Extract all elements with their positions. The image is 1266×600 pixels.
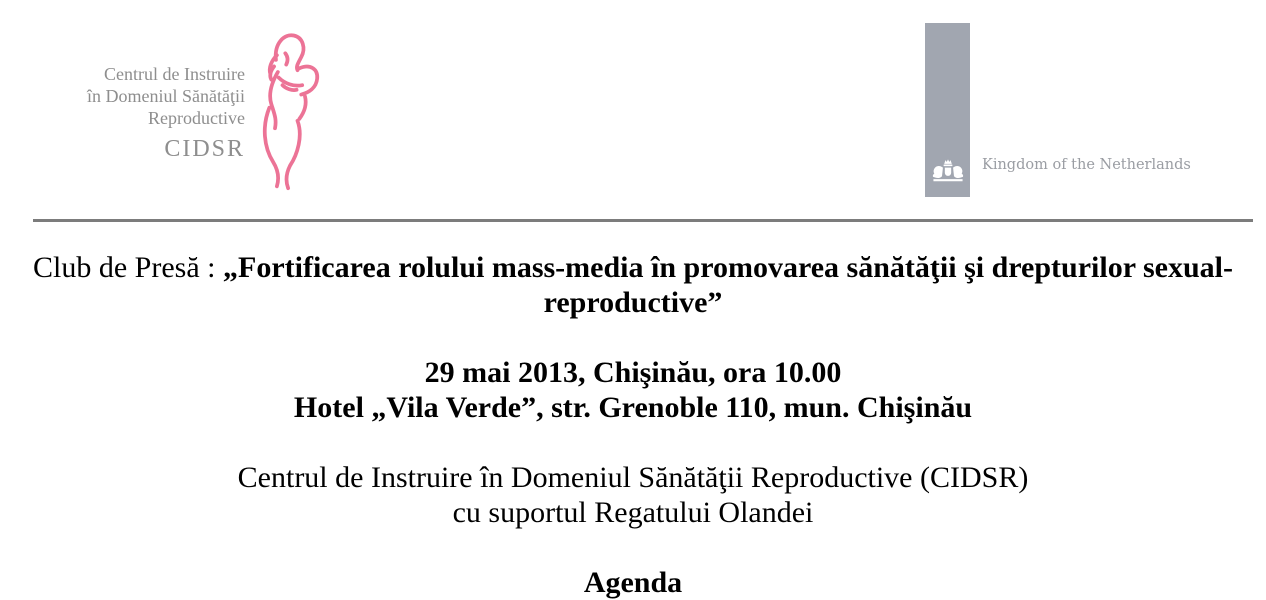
support-line: cu suportul Regatului Olandei: [452, 496, 814, 529]
woman-figure-icon: [243, 28, 337, 206]
document-body: [0, 250, 1266, 600]
netherlands-coat-of-arms-icon: [929, 158, 967, 190]
agenda-heading: Agenda: [583, 566, 683, 599]
organizer-line: Centrul de Instruire în Domeniul Sănătăţii Reproductive (CIDSR): [237, 461, 1029, 494]
header-divider: [33, 219, 1253, 222]
event-title-bold: „Fortificarea rolului mass-media în promovarea sănătăţii şi drepturilor sexual-reproductive”: [223, 251, 1233, 319]
blank-line: [18, 320, 1248, 355]
netherlands-logo-label: Kingdom of the Netherlands: [982, 157, 1191, 173]
event-title: [18, 250, 1248, 320]
document-header: [0, 0, 1266, 219]
blank-line: [18, 530, 1248, 565]
cidsr-logo-line: în Domeniul Sănătăţii: [87, 86, 245, 106]
cidsr-logo-text: [35, 63, 245, 162]
cidsr-logo-line: Reproductive: [148, 108, 245, 128]
netherlands-logo-bar: [925, 23, 970, 197]
event-title-prefix: Club de Presă :: [33, 251, 223, 284]
event-venue-line: Hotel „Vila Verde”, str. Grenoble 110, mun. Chişinău: [293, 391, 973, 424]
blank-line: [18, 425, 1248, 460]
cidsr-logo-line: Centrul de Instruire: [104, 64, 245, 84]
event-date-line: 29 mai 2013, Chişinău, ora 10.00: [424, 356, 842, 389]
cidsr-acronym: CIDSR: [164, 136, 245, 162]
